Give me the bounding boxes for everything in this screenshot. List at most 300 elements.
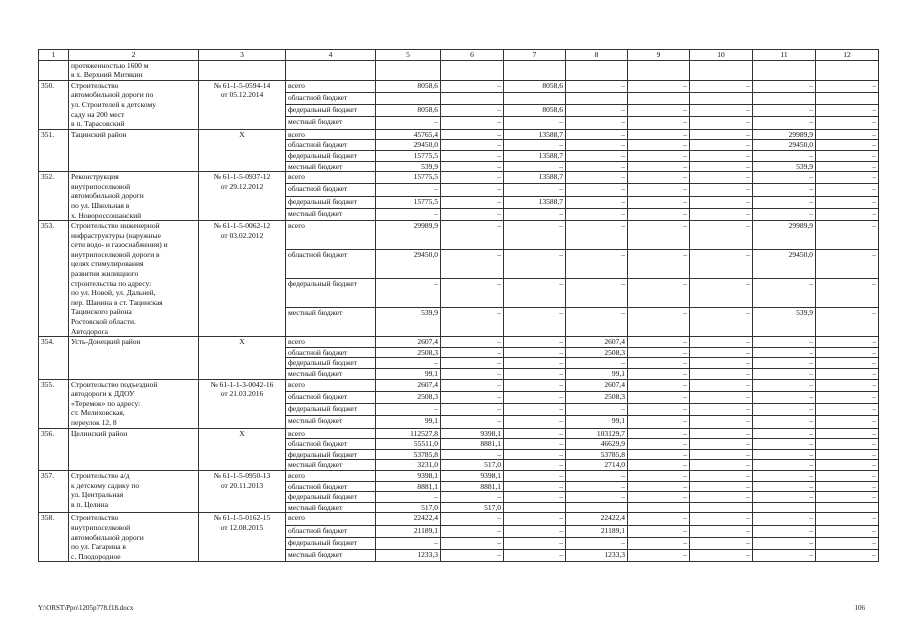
amount-cell: – [816,379,879,391]
object-name-line: строительства по адресу: [71,278,152,288]
amount-cell: 8058,6 [376,105,441,117]
amount-cell: – [376,492,441,503]
amount-cell: – [690,105,753,117]
amount-cell: 15775,5 [376,150,441,161]
amount-cell: – [816,391,879,403]
row-number: 357. [39,470,69,512]
amount-cell: 53785,8 [566,449,628,460]
amount-cell: – [441,416,504,428]
funding-source: федеральный бюджет [286,404,376,416]
amount-cell: – [690,439,753,450]
amount-cell: – [816,492,879,503]
column-header: 10 [690,50,753,61]
amount-cell: – [753,196,816,208]
amount-cell: 99,1 [376,369,441,380]
amount-cell: – [816,428,879,439]
amount-cell: 29989,9 [753,129,816,140]
amount-cell: 13588,7 [504,150,566,161]
amount-cell: – [628,172,690,184]
amount-cell: – [628,221,690,250]
amount-cell: – [566,161,628,172]
funding-source: всего [286,513,376,525]
amount-cell: 1233,3 [566,550,628,562]
amount-cell: – [690,129,753,140]
amount-cell: – [753,439,816,450]
funding-source: местный бюджет [286,117,376,129]
amount-cell: 29450,0 [753,250,816,279]
document-ref-cell [199,379,286,428]
amount-cell: – [441,404,504,416]
object-name-line: Ростовской области. [71,317,136,327]
column-header: 6 [441,50,504,61]
amount-cell: – [628,550,690,562]
row-number: 356. [39,428,69,470]
amount-cell: – [753,481,816,492]
amount-cell: – [816,279,879,308]
amount-cell: – [441,369,504,380]
amount-cell: 2508,3 [376,391,441,403]
amount-cell: – [690,308,753,337]
funding-source: областной бюджет [286,525,376,537]
amount-cell: – [816,150,879,161]
object-name-line: сети водо- и газоснабжения) и [71,240,168,250]
funding-source: федеральный бюджет [286,196,376,208]
amount-cell: – [753,492,816,503]
amount-cell: – [504,279,566,308]
document-ref-line: Х [239,428,245,438]
amount-cell: – [753,150,816,161]
amount-cell: – [753,428,816,439]
empty-cell [628,60,690,80]
object-name-line: Строительство [71,513,119,523]
table-row [39,428,879,439]
object-name-line: Строительство подъездной [71,379,158,389]
amount-cell: – [628,347,690,358]
amount-cell: – [690,449,753,460]
amount-cell: – [628,279,690,308]
amount-cell: – [504,117,566,129]
column-header: 5 [376,50,441,61]
amount-cell: – [566,308,628,337]
amount-cell: – [376,537,441,549]
amount-cell: 29450,0 [376,250,441,279]
amount-cell: – [376,404,441,416]
amount-cell: – [504,416,566,428]
amount-cell: 3231,0 [376,460,441,471]
amount-cell: – [441,221,504,250]
amount-cell: 2508,3 [376,347,441,358]
amount-cell: 539,9 [753,308,816,337]
amount-cell: – [816,250,879,279]
amount-cell: – [504,449,566,460]
amount-cell: – [441,208,504,220]
amount-cell [566,502,628,513]
amount-cell: – [441,449,504,460]
amount-cell: – [816,221,879,250]
amount-cell: – [816,439,879,450]
amount-cell: – [504,308,566,337]
amount-cell: – [816,358,879,369]
table-row [39,470,879,481]
amount-cell: – [628,416,690,428]
amount-cell: – [816,308,879,337]
object-name-line: в х. Верхний Митякин [71,70,143,80]
amount-cell: – [504,525,566,537]
object-name-line: ст. Мелиховская, [71,408,125,418]
amount-cell: 8058,6 [504,80,566,92]
object-name-line: ул. Центральная [71,490,124,500]
amount-cell: – [628,492,690,503]
amount-cell: – [441,196,504,208]
amount-cell: – [690,460,753,471]
amount-cell: 8058,6 [376,80,441,92]
table-row [39,221,879,250]
funding-source: всего [286,129,376,140]
amount-cell: – [376,279,441,308]
object-name-line: к детскому садику по [71,480,140,490]
amount-cell: – [816,117,879,129]
amount-cell: – [690,337,753,348]
amount-cell: – [816,129,879,140]
amount-cell: 21189,1 [376,525,441,537]
object-name-line: в п. Целина [71,499,109,509]
object-name-line: пер. Шанина в ст. Тацинская [71,297,163,307]
amount-cell: 517,0 [441,460,504,471]
amount-cell: – [504,391,566,403]
amount-cell: – [566,470,628,481]
object-name-cell [69,470,199,512]
amount-cell: – [504,250,566,279]
amount-cell: – [504,347,566,358]
row-number: 354. [39,337,69,379]
amount-cell [690,93,753,105]
amount-cell: – [441,492,504,503]
amount-cell: – [690,428,753,439]
document-ref-line: № 61-1-1-3-0042-16 [210,379,274,389]
amount-cell: – [566,105,628,117]
amount-cell: – [690,221,753,250]
amount-cell: – [816,550,879,562]
amount-cell: – [753,358,816,369]
amount-cell: – [753,80,816,92]
amount-cell: – [753,208,816,220]
funding-source: местный бюджет [286,502,376,513]
amount-cell: – [816,481,879,492]
amount-cell: – [753,279,816,308]
amount-cell: – [504,537,566,549]
amount-cell: – [690,347,753,358]
amount-cell: – [628,208,690,220]
amount-cell: – [753,416,816,428]
file-path: Y:\ORST\Ppo\1205p778.f18.docx [38,604,134,612]
amount-cell [504,502,566,513]
object-name-cell [69,80,199,129]
funding-source: федеральный бюджет [286,358,376,369]
amount-cell: 112527,8 [376,428,441,439]
amount-cell: – [628,404,690,416]
object-name-line: по ул. Школьная в [71,200,130,210]
amount-cell: – [566,208,628,220]
amount-cell: – [753,172,816,184]
amount-cell: – [816,416,879,428]
object-name-line: по ул. Гагарина в [71,542,126,552]
amount-cell: – [504,184,566,196]
funding-source: местный бюджет [286,550,376,562]
amount-cell: – [628,150,690,161]
amount-cell: – [690,404,753,416]
amount-cell: – [753,105,816,117]
object-name-line: Реконструкция [71,172,119,182]
document-ref-line: Х [239,129,245,139]
amount-cell: 517,0 [441,502,504,513]
funding-source: местный бюджет [286,460,376,471]
amount-cell: 517,0 [376,502,441,513]
amount-cell: – [753,379,816,391]
amount-cell: – [816,337,879,348]
amount-cell: – [753,117,816,129]
amount-cell: – [504,404,566,416]
object-name-cell [69,513,199,562]
amount-cell: – [690,481,753,492]
amount-cell: 46629,9 [566,439,628,450]
funding-source: всего [286,80,376,92]
amount-cell: – [504,208,566,220]
amount-cell: – [566,537,628,549]
amount-cell: 29450,0 [376,140,441,151]
amount-cell: 8881,1 [376,481,441,492]
amount-cell: – [566,358,628,369]
amount-cell: – [628,140,690,151]
amount-cell: – [628,513,690,525]
amount-cell: – [690,369,753,380]
table-row [39,172,879,184]
object-name-line: развития жилищного [71,269,139,279]
amount-cell: – [376,117,441,129]
funding-source: местный бюджет [286,369,376,380]
amount-cell: – [816,196,879,208]
funding-source: местный бюджет [286,161,376,172]
amount-cell: – [628,80,690,92]
amount-cell: 15775,5 [376,172,441,184]
amount-cell: – [441,150,504,161]
empty-cell [441,60,504,80]
amount-cell: – [566,279,628,308]
row-number: 350. [39,80,69,129]
document-ref-line: от 12.08.2015 [220,522,264,532]
amount-cell: – [690,550,753,562]
amount-cell: – [566,80,628,92]
amount-cell: – [628,439,690,450]
document-ref-line: от 05.12.2014 [220,90,264,100]
funding-source: федеральный бюджет [286,105,376,117]
table-row [39,80,879,92]
amount-cell: – [690,150,753,161]
amount-cell [690,502,753,513]
amount-cell: – [504,337,566,348]
funding-source: областной бюджет [286,439,376,450]
object-name-line: переулок 12, 8 [71,417,117,427]
funding-source: областной бюджет [286,481,376,492]
amount-cell: – [566,196,628,208]
object-name-line: х. Новороссошанский [71,210,142,220]
amount-cell: 13588,7 [504,129,566,140]
document-ref-line: № 61-1-5-0594-14 [213,80,271,90]
amount-cell: – [816,513,879,525]
amount-cell: 2607,4 [566,379,628,391]
object-name-line: Автодорога [71,326,108,336]
amount-cell: 13588,7 [504,196,566,208]
funding-source: федеральный бюджет [286,150,376,161]
funding-source: областной бюджет [286,250,376,279]
amount-cell: 2508,3 [566,391,628,403]
column-header: 4 [286,50,376,61]
amount-cell: – [816,140,879,151]
amount-cell: – [441,140,504,151]
amount-cell: – [566,150,628,161]
amount-cell: – [753,347,816,358]
amount-cell: 13588,7 [504,172,566,184]
empty-cell [376,60,441,80]
amount-cell: – [441,184,504,196]
header-row [39,50,879,61]
amount-cell: – [690,358,753,369]
amount-cell [376,93,441,105]
document-ref-cell [199,60,286,80]
amount-cell: – [504,492,566,503]
column-header: 3 [199,50,286,61]
amount-cell: – [690,196,753,208]
amount-cell: – [628,449,690,460]
document-ref-line: от 20.11.2013 [220,480,264,490]
amount-cell: – [566,481,628,492]
column-header: 11 [753,50,816,61]
amount-cell: – [690,279,753,308]
amount-cell: – [628,428,690,439]
amount-cell: – [566,492,628,503]
object-name-line: в п. Тарасовский [71,119,125,129]
document-ref-cell [199,470,286,512]
document-ref-cell [199,221,286,337]
amount-cell: – [441,161,504,172]
amount-cell: 539,9 [376,308,441,337]
amount-cell [566,93,628,105]
amount-cell: – [566,404,628,416]
amount-cell: – [504,161,566,172]
amount-cell: 1233,3 [376,550,441,562]
amount-cell: 22422,4 [566,513,628,525]
budget-table [38,49,879,562]
row-number: 355. [39,379,69,428]
empty-cell [816,60,879,80]
amount-cell: – [628,129,690,140]
amount-cell: – [690,537,753,549]
amount-cell: – [628,105,690,117]
column-header: 1 [39,50,69,61]
amount-cell [628,502,690,513]
amount-cell [504,93,566,105]
document-ref-line: от 29.12.2012 [220,181,264,191]
funding-source: всего [286,337,376,348]
funding-source: областной бюджет [286,391,376,403]
object-name-line: автомобильной дороги [71,191,144,201]
amount-cell: – [441,337,504,348]
amount-cell: – [690,391,753,403]
amount-cell: – [504,221,566,250]
column-header: 7 [504,50,566,61]
amount-cell: – [441,308,504,337]
amount-cell: – [504,513,566,525]
document-ref-line: от 03.02.2012 [220,230,264,240]
funding-source: местный бюджет [286,308,376,337]
funding-source: всего [286,172,376,184]
amount-cell: 9398,1 [376,470,441,481]
amount-cell: 8058,6 [504,105,566,117]
column-header: 2 [69,50,199,61]
document-ref-line: № 61-1-5-0950-13 [213,470,271,480]
amount-cell: – [690,470,753,481]
object-name-line: Усть-Донецкий район [71,337,141,347]
amount-cell [441,93,504,105]
amount-cell: – [816,470,879,481]
amount-cell: – [441,279,504,308]
object-name-line: саду на 200 мест [71,109,125,119]
amount-cell: – [441,129,504,140]
amount-cell: – [628,470,690,481]
amount-cell: 9398,1 [441,470,504,481]
amount-cell: 2607,4 [376,337,441,348]
table-row [39,129,879,140]
amount-cell: 539,9 [753,161,816,172]
row-number: 358. [39,513,69,562]
amount-cell: – [753,513,816,525]
object-name-line: Тацинского района [71,307,132,317]
amount-cell: – [816,537,879,549]
amount-cell: – [816,184,879,196]
amount-cell: – [753,550,816,562]
amount-cell: – [816,449,879,460]
funding-source: федеральный бюджет [286,449,376,460]
funding-source: областной бюджет [286,93,376,105]
amount-cell: 103129,7 [566,428,628,439]
document-ref-cell [199,513,286,562]
amount-cell: 99,1 [376,416,441,428]
amount-cell: 15775,5 [376,196,441,208]
funding-source: областной бюджет [286,347,376,358]
amount-cell: – [628,525,690,537]
amount-cell: – [504,140,566,151]
amount-cell: – [690,161,753,172]
amount-cell: – [753,470,816,481]
amount-cell: – [816,161,879,172]
amount-cell: – [690,80,753,92]
row-number: 353. [39,221,69,337]
column-header: 12 [816,50,879,61]
amount-cell: 2508,3 [566,347,628,358]
row-number: 351. [39,129,69,171]
amount-cell [816,502,879,513]
funding-source: федеральный бюджет [286,492,376,503]
table-row [39,379,879,391]
amount-cell [816,93,879,105]
amount-cell: – [628,337,690,348]
funding-source: местный бюджет [286,208,376,220]
row-number [39,60,69,80]
page-number: 106 [854,604,865,612]
amount-cell: – [628,391,690,403]
object-name-line: автомобильной дороги [71,532,144,542]
amount-cell: – [628,250,690,279]
object-name-line: Строительство а/д [71,470,130,480]
